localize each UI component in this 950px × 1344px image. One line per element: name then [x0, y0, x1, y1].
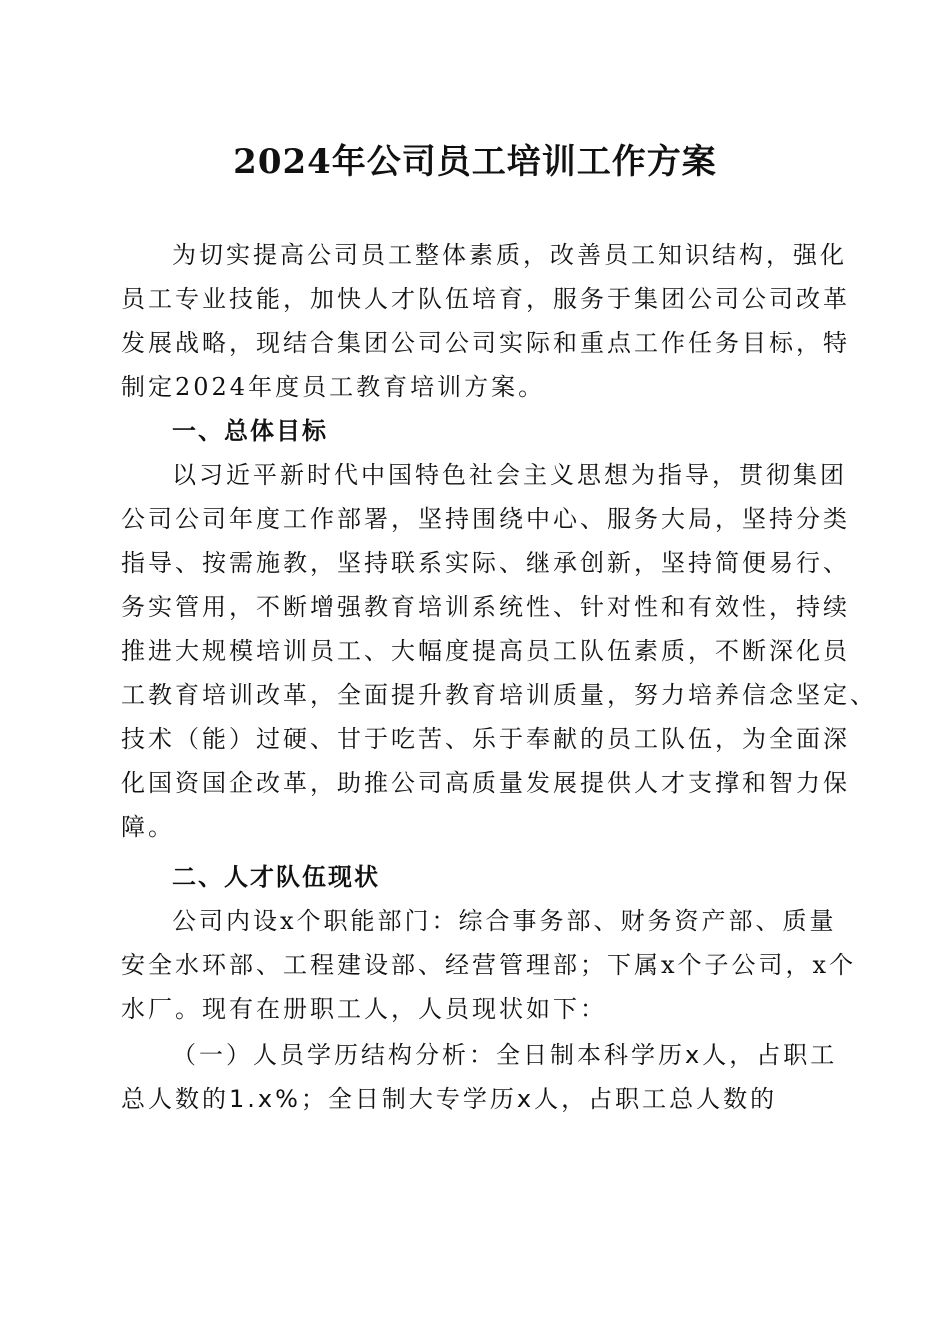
paragraph-line: 以习近平新时代中国特色社会主义思想为指导，贯彻集团: [172, 461, 847, 489]
paragraph-line: 障。: [121, 813, 175, 841]
paragraph-line: 工教育培训改革，全面提升教育培训质量，努力培养信念坚定、: [121, 681, 877, 709]
document-title: 2024年公司员工培训工作方案: [233, 142, 717, 182]
paragraph-line: 指导、按需施教，坚持联系实际、继承创新，坚持简便易行、: [121, 549, 850, 577]
paragraph-line: 水厂。现有在册职工人，人员现状如下：: [121, 995, 607, 1023]
paragraph-line: 公司公司年度工作部署，坚持围绕中心、服务大局，坚持分类: [121, 505, 850, 533]
subsection-line: 总人数的1.x%；全日制大专学历x人，占职工总人数的: [121, 1085, 778, 1113]
paragraph-line: 安全水环部、工程建设部、经营管理部；下属x个子公司，x个: [121, 951, 857, 979]
paragraph-line: 推进大规模培训员工、大幅度提高员工队伍素质，不断深化员: [121, 637, 850, 665]
section-heading: 二、人才队伍现状: [172, 862, 380, 891]
paragraph-line: 员工专业技能，加快人才队伍培育，服务于集团公司公司改革: [121, 285, 850, 313]
subsection-line: （一）人员学历结构分析：全日制本科学历x人，占职工: [172, 1041, 838, 1069]
section-heading: 一、总体目标: [172, 416, 328, 445]
paragraph-line: 制定2024年度员工教育培训方案。: [121, 373, 546, 401]
paragraph-line: 发展战略，现结合集团公司公司实际和重点工作任务目标，特: [121, 329, 850, 357]
paragraph-line: 为切实提高公司员工整体素质，改善员工知识结构，强化: [172, 241, 847, 269]
paragraph-line: 公司内设x个职能部门：综合事务部、财务资产部、质量: [172, 907, 837, 935]
paragraph-line: 技术（能）过硬、甘于吃苦、乐于奉献的员工队伍，为全面深: [121, 725, 850, 753]
paragraph-line: 化国资国企改革，助推公司高质量发展提供人才支撑和智力保: [121, 769, 850, 797]
paragraph-line: 务实管用，不断增强教育培训系统性、针对性和有效性，持续: [121, 593, 850, 621]
